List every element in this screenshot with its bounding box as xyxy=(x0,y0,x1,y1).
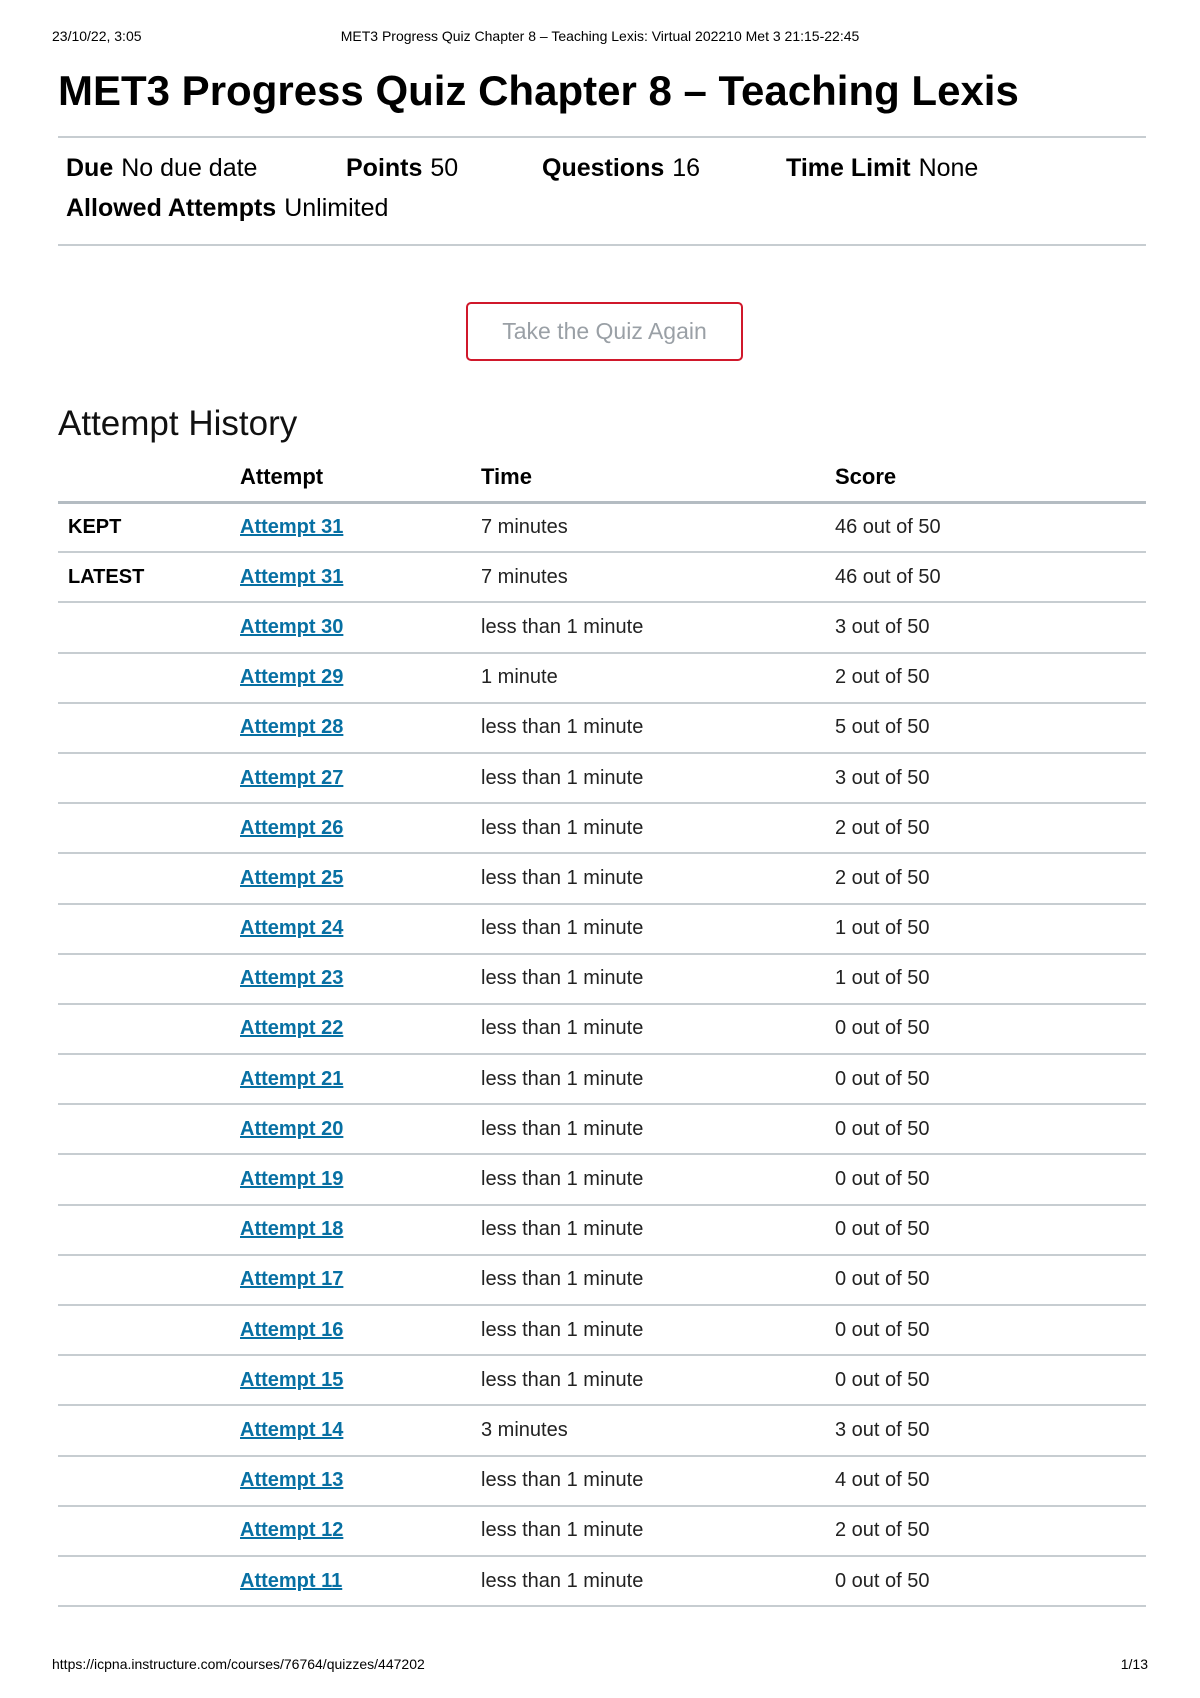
attempt-status xyxy=(58,753,232,803)
attempt-score: 0 out of 50 xyxy=(827,1054,1146,1104)
attempt-cell xyxy=(232,602,473,652)
table-row xyxy=(58,1355,1146,1405)
attempt-score: 0 out of 50 xyxy=(827,1355,1146,1405)
attempt-time: less than 1 minute xyxy=(473,1355,827,1405)
attempt-cell xyxy=(232,1456,473,1506)
table-row xyxy=(58,602,1146,652)
attempt-cell xyxy=(232,1104,473,1154)
attempt-history-table xyxy=(58,460,1146,1607)
column-header-attempt: Attempt xyxy=(232,460,473,502)
attempt-score: 3 out of 50 xyxy=(827,1405,1146,1455)
table-row xyxy=(58,904,1146,954)
attempt-status xyxy=(58,1004,232,1054)
attempt-status xyxy=(58,1104,232,1154)
attempt-status xyxy=(58,853,232,903)
table-row xyxy=(58,1004,1146,1054)
detail-questions-label: Questions xyxy=(542,154,665,182)
attempt-status xyxy=(58,1355,232,1405)
attempt-score: 5 out of 50 xyxy=(827,703,1146,753)
attempt-status xyxy=(58,954,232,1004)
attempt-time: less than 1 minute xyxy=(473,602,827,652)
table-header-row xyxy=(58,460,1146,502)
attempt-score: 0 out of 50 xyxy=(827,1104,1146,1154)
attempt-link[interactable]: Attempt 12 xyxy=(240,1519,344,1542)
take-quiz-again-button[interactable]: Take the Quiz Again xyxy=(466,302,743,361)
attempt-link[interactable]: Attempt 17 xyxy=(240,1268,344,1291)
attempt-link[interactable]: Attempt 28 xyxy=(240,716,344,739)
print-date: 23/10/22, 3:05 xyxy=(52,28,142,44)
attempt-link[interactable]: Attempt 18 xyxy=(240,1218,344,1241)
attempt-cell xyxy=(232,753,473,803)
detail-allowed-attempts xyxy=(66,194,388,223)
attempt-link[interactable]: Attempt 24 xyxy=(240,917,344,940)
table-row xyxy=(58,1556,1146,1606)
attempt-score: 46 out of 50 xyxy=(827,552,1146,602)
attempt-link[interactable]: Attempt 26 xyxy=(240,816,344,839)
attempt-time: less than 1 minute xyxy=(473,1506,827,1556)
table-row xyxy=(58,1405,1146,1455)
attempt-cell xyxy=(232,1305,473,1355)
attempt-time: less than 1 minute xyxy=(473,803,827,853)
attempt-score: 46 out of 50 xyxy=(827,502,1146,552)
attempt-link[interactable]: Attempt 27 xyxy=(240,766,344,789)
attempt-cell xyxy=(232,1205,473,1255)
attempt-cell xyxy=(232,803,473,853)
attempt-link[interactable]: Attempt 29 xyxy=(240,666,344,689)
attempt-time: less than 1 minute xyxy=(473,1456,827,1506)
table-row xyxy=(58,1205,1146,1255)
column-header-status xyxy=(58,460,232,502)
attempt-status xyxy=(58,653,232,703)
attempt-status xyxy=(58,1305,232,1355)
attempt-status xyxy=(58,1405,232,1455)
attempt-cell xyxy=(232,502,473,552)
print-url: https://icpna.instructure.com/courses/76764/quizzes/447202 xyxy=(52,1656,425,1672)
attempt-cell xyxy=(232,954,473,1004)
attempt-score: 2 out of 50 xyxy=(827,1506,1146,1556)
attempt-status xyxy=(58,1154,232,1204)
attempt-score: 0 out of 50 xyxy=(827,1255,1146,1305)
attempt-score: 2 out of 50 xyxy=(827,653,1146,703)
attempt-cell xyxy=(232,552,473,602)
attempt-cell xyxy=(232,1154,473,1204)
attempt-cell xyxy=(232,1405,473,1455)
quiz-details xyxy=(58,136,1146,246)
attempt-time: less than 1 minute xyxy=(473,753,827,803)
detail-time-limit-label: Time Limit xyxy=(786,154,911,182)
attempt-link[interactable]: Attempt 11 xyxy=(240,1569,343,1592)
attempt-score: 1 out of 50 xyxy=(827,954,1146,1004)
detail-time-limit-value: None xyxy=(918,154,979,182)
attempt-link[interactable]: Attempt 15 xyxy=(240,1368,344,1391)
attempt-link[interactable]: Attempt 13 xyxy=(240,1469,344,1492)
attempt-status xyxy=(58,1205,232,1255)
quiz-content xyxy=(58,60,1146,1607)
attempt-status xyxy=(58,1456,232,1506)
attempt-cell xyxy=(232,1355,473,1405)
attempt-link[interactable]: Attempt 20 xyxy=(240,1117,344,1140)
attempt-history-heading: Attempt History xyxy=(58,404,298,443)
take-quiz-area xyxy=(58,246,1146,396)
attempt-link[interactable]: Attempt 31 xyxy=(240,515,344,538)
detail-points-label: Points xyxy=(346,154,423,182)
detail-questions xyxy=(542,154,700,183)
detail-allowed-attempts-label: Allowed Attempts xyxy=(66,194,277,222)
attempt-cell xyxy=(232,853,473,903)
attempt-time: less than 1 minute xyxy=(473,1205,827,1255)
table-row xyxy=(58,1305,1146,1355)
table-row xyxy=(58,954,1146,1004)
attempt-status: KEPT xyxy=(58,502,232,552)
attempt-link[interactable]: Attempt 16 xyxy=(240,1318,344,1341)
attempt-time: less than 1 minute xyxy=(473,1004,827,1054)
attempt-score: 4 out of 50 xyxy=(827,1456,1146,1506)
attempt-time: 1 minute xyxy=(473,653,827,703)
attempt-score: 3 out of 50 xyxy=(827,602,1146,652)
detail-questions-value: 16 xyxy=(672,154,701,182)
table-row xyxy=(58,853,1146,903)
attempt-status xyxy=(58,904,232,954)
table-row xyxy=(58,1456,1146,1506)
column-header-time: Time xyxy=(473,460,827,502)
attempt-status: LATEST xyxy=(58,552,232,602)
attempt-score: 0 out of 50 xyxy=(827,1004,1146,1054)
detail-points xyxy=(346,154,458,183)
attempt-cell xyxy=(232,1054,473,1104)
attempt-time: 3 minutes xyxy=(473,1405,827,1455)
table-row xyxy=(58,1054,1146,1104)
attempt-time: less than 1 minute xyxy=(473,1305,827,1355)
attempt-cell xyxy=(232,1004,473,1054)
detail-due xyxy=(66,154,257,183)
attempt-score: 0 out of 50 xyxy=(827,1556,1146,1606)
detail-points-value: 50 xyxy=(430,154,459,182)
attempt-time: less than 1 minute xyxy=(473,1054,827,1104)
attempt-time: less than 1 minute xyxy=(473,1104,827,1154)
print-document-title: MET3 Progress Quiz Chapter 8 – Teaching Lexis: Virtual 202210 Met 3 21:15-22:45 xyxy=(340,28,860,44)
print-header xyxy=(52,28,1148,48)
attempt-cell xyxy=(232,904,473,954)
attempt-history-body xyxy=(58,502,1146,1606)
attempt-status xyxy=(58,602,232,652)
table-row xyxy=(58,552,1146,602)
table-row xyxy=(58,502,1146,552)
attempt-link[interactable]: Attempt 14 xyxy=(240,1418,344,1441)
attempt-score: 2 out of 50 xyxy=(827,803,1146,853)
attempt-time: 7 minutes xyxy=(473,502,827,552)
table-row xyxy=(58,703,1146,753)
attempt-time: less than 1 minute xyxy=(473,1154,827,1204)
attempt-time: less than 1 minute xyxy=(473,1255,827,1305)
attempt-link[interactable]: Attempt 22 xyxy=(240,1017,344,1040)
attempt-time: 7 minutes xyxy=(473,552,827,602)
column-header-score: Score xyxy=(827,460,1146,502)
attempt-link[interactable]: Attempt 21 xyxy=(240,1067,344,1090)
attempt-score: 0 out of 50 xyxy=(827,1205,1146,1255)
detail-allowed-attempts-value: Unlimited xyxy=(284,194,389,222)
table-row xyxy=(58,1154,1146,1204)
attempt-link[interactable]: Attempt 19 xyxy=(240,1168,344,1191)
print-footer xyxy=(52,1656,1148,1676)
attempt-cell xyxy=(232,703,473,753)
attempt-status xyxy=(58,703,232,753)
attempt-time: less than 1 minute xyxy=(473,954,827,1004)
attempt-status xyxy=(58,803,232,853)
attempt-link[interactable]: Attempt 30 xyxy=(240,615,344,638)
attempt-score: 1 out of 50 xyxy=(827,904,1146,954)
attempt-time: less than 1 minute xyxy=(473,703,827,753)
attempt-status xyxy=(58,1255,232,1305)
print-page-number: 1/13 xyxy=(1120,1656,1148,1672)
detail-due-label: Due xyxy=(66,154,114,182)
attempt-status xyxy=(58,1054,232,1104)
table-row xyxy=(58,653,1146,703)
attempt-time: less than 1 minute xyxy=(473,904,827,954)
attempt-score: 0 out of 50 xyxy=(827,1305,1146,1355)
attempt-status xyxy=(58,1506,232,1556)
attempt-link[interactable]: Attempt 23 xyxy=(240,967,344,990)
attempt-link[interactable]: Attempt 25 xyxy=(240,866,344,889)
detail-time-limit xyxy=(786,154,978,183)
attempt-cell xyxy=(232,1556,473,1606)
quiz-title: MET3 Progress Quiz Chapter 8 – Teaching Lexis xyxy=(58,67,1019,114)
attempt-link[interactable]: Attempt 31 xyxy=(240,565,344,588)
attempt-status xyxy=(58,1556,232,1606)
attempt-cell xyxy=(232,653,473,703)
attempt-time: less than 1 minute xyxy=(473,1556,827,1606)
table-row xyxy=(58,753,1146,803)
detail-due-value: No due date xyxy=(121,154,258,182)
attempt-time: less than 1 minute xyxy=(473,853,827,903)
attempt-cell xyxy=(232,1506,473,1556)
table-row xyxy=(58,803,1146,853)
attempt-score: 0 out of 50 xyxy=(827,1154,1146,1204)
table-row xyxy=(58,1255,1146,1305)
attempt-score: 2 out of 50 xyxy=(827,853,1146,903)
table-row xyxy=(58,1104,1146,1154)
table-row xyxy=(58,1506,1146,1556)
attempt-cell xyxy=(232,1255,473,1305)
attempt-score: 3 out of 50 xyxy=(827,753,1146,803)
